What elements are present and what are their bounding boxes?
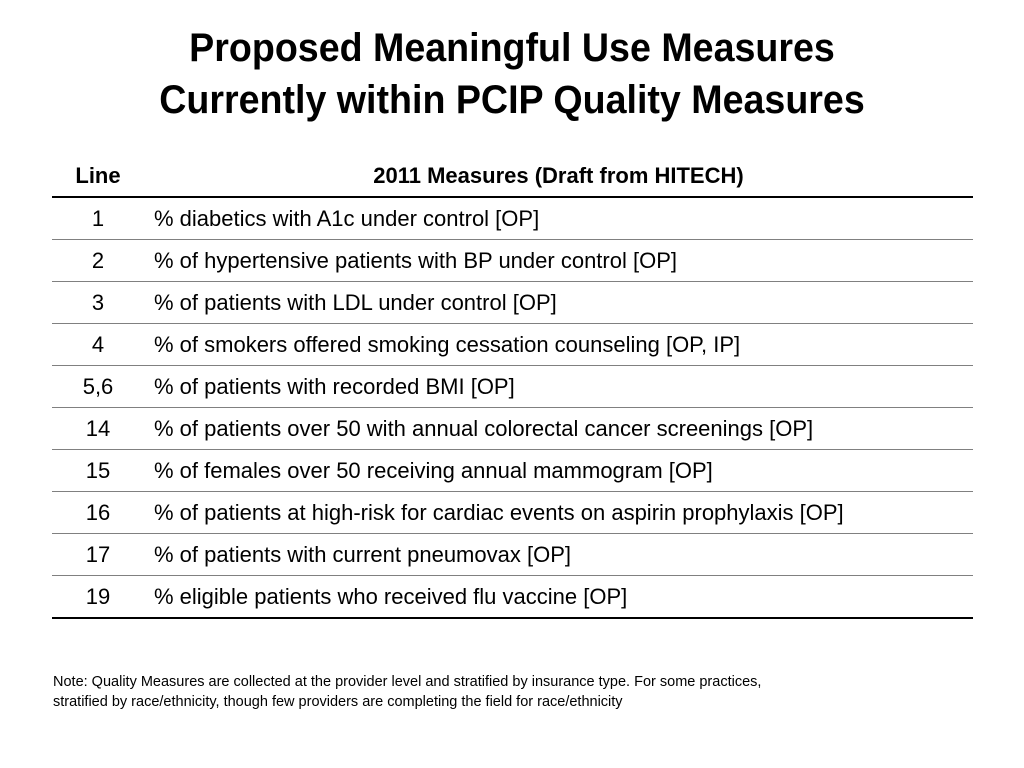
slide-title-line-2: Currently within PCIP Quality Measures <box>159 78 865 122</box>
footnote-line-2: stratified by race/ethnicity, though few providers are completing the field for race/ethnicity <box>53 694 623 710</box>
table-row <box>52 408 973 450</box>
table-row <box>52 366 973 408</box>
table-row <box>52 282 973 324</box>
measure-cell: % of patients with recorded BMI [OP] <box>144 366 973 408</box>
slide-title <box>31 22 994 126</box>
table-header-row <box>52 156 973 197</box>
measure-cell: % of patients with current pneumovax [OP] <box>144 534 973 576</box>
measure-cell: % diabetics with A1c under control [OP] <box>144 197 973 240</box>
line-number-cell: 17 <box>52 534 144 576</box>
measure-cell: % of patients at high-risk for cardiac events on aspirin prophylaxis [OP] <box>144 492 973 534</box>
measure-cell: % of patients over 50 with annual colorectal cancer screenings [OP] <box>144 408 973 450</box>
measure-cell: % of smokers offered smoking cessation counseling [OP, IP] <box>144 324 973 366</box>
line-number-cell: 5,6 <box>52 366 144 408</box>
slide-title-line-1: Proposed Meaningful Use Measures <box>189 26 835 70</box>
line-number-cell: 4 <box>52 324 144 366</box>
measures-table <box>52 156 973 619</box>
table-row <box>52 240 973 282</box>
measure-cell: % of females over 50 receiving annual mammogram [OP] <box>144 450 973 492</box>
column-header-line: Line <box>52 156 144 197</box>
footnote <box>53 672 953 712</box>
table-row <box>52 576 973 619</box>
measure-cell: % of patients with LDL under control [OP] <box>144 282 973 324</box>
table-row <box>52 197 973 240</box>
table-row <box>52 324 973 366</box>
line-number-cell: 15 <box>52 450 144 492</box>
line-number-cell: 16 <box>52 492 144 534</box>
footnote-line-1: Note: Quality Measures are collected at the provider level and stratified by insurance type. For some practices, <box>53 674 762 690</box>
measure-cell: % eligible patients who received flu vaccine [OP] <box>144 576 973 619</box>
line-number-cell: 2 <box>52 240 144 282</box>
measure-cell: % of hypertensive patients with BP under control [OP] <box>144 240 973 282</box>
line-number-cell: 19 <box>52 576 144 619</box>
table-row <box>52 534 973 576</box>
table-row <box>52 450 973 492</box>
line-number-cell: 14 <box>52 408 144 450</box>
line-number-cell: 1 <box>52 197 144 240</box>
column-header-measure: 2011 Measures (Draft from HITECH) <box>144 156 973 197</box>
line-number-cell: 3 <box>52 282 144 324</box>
table-row <box>52 492 973 534</box>
